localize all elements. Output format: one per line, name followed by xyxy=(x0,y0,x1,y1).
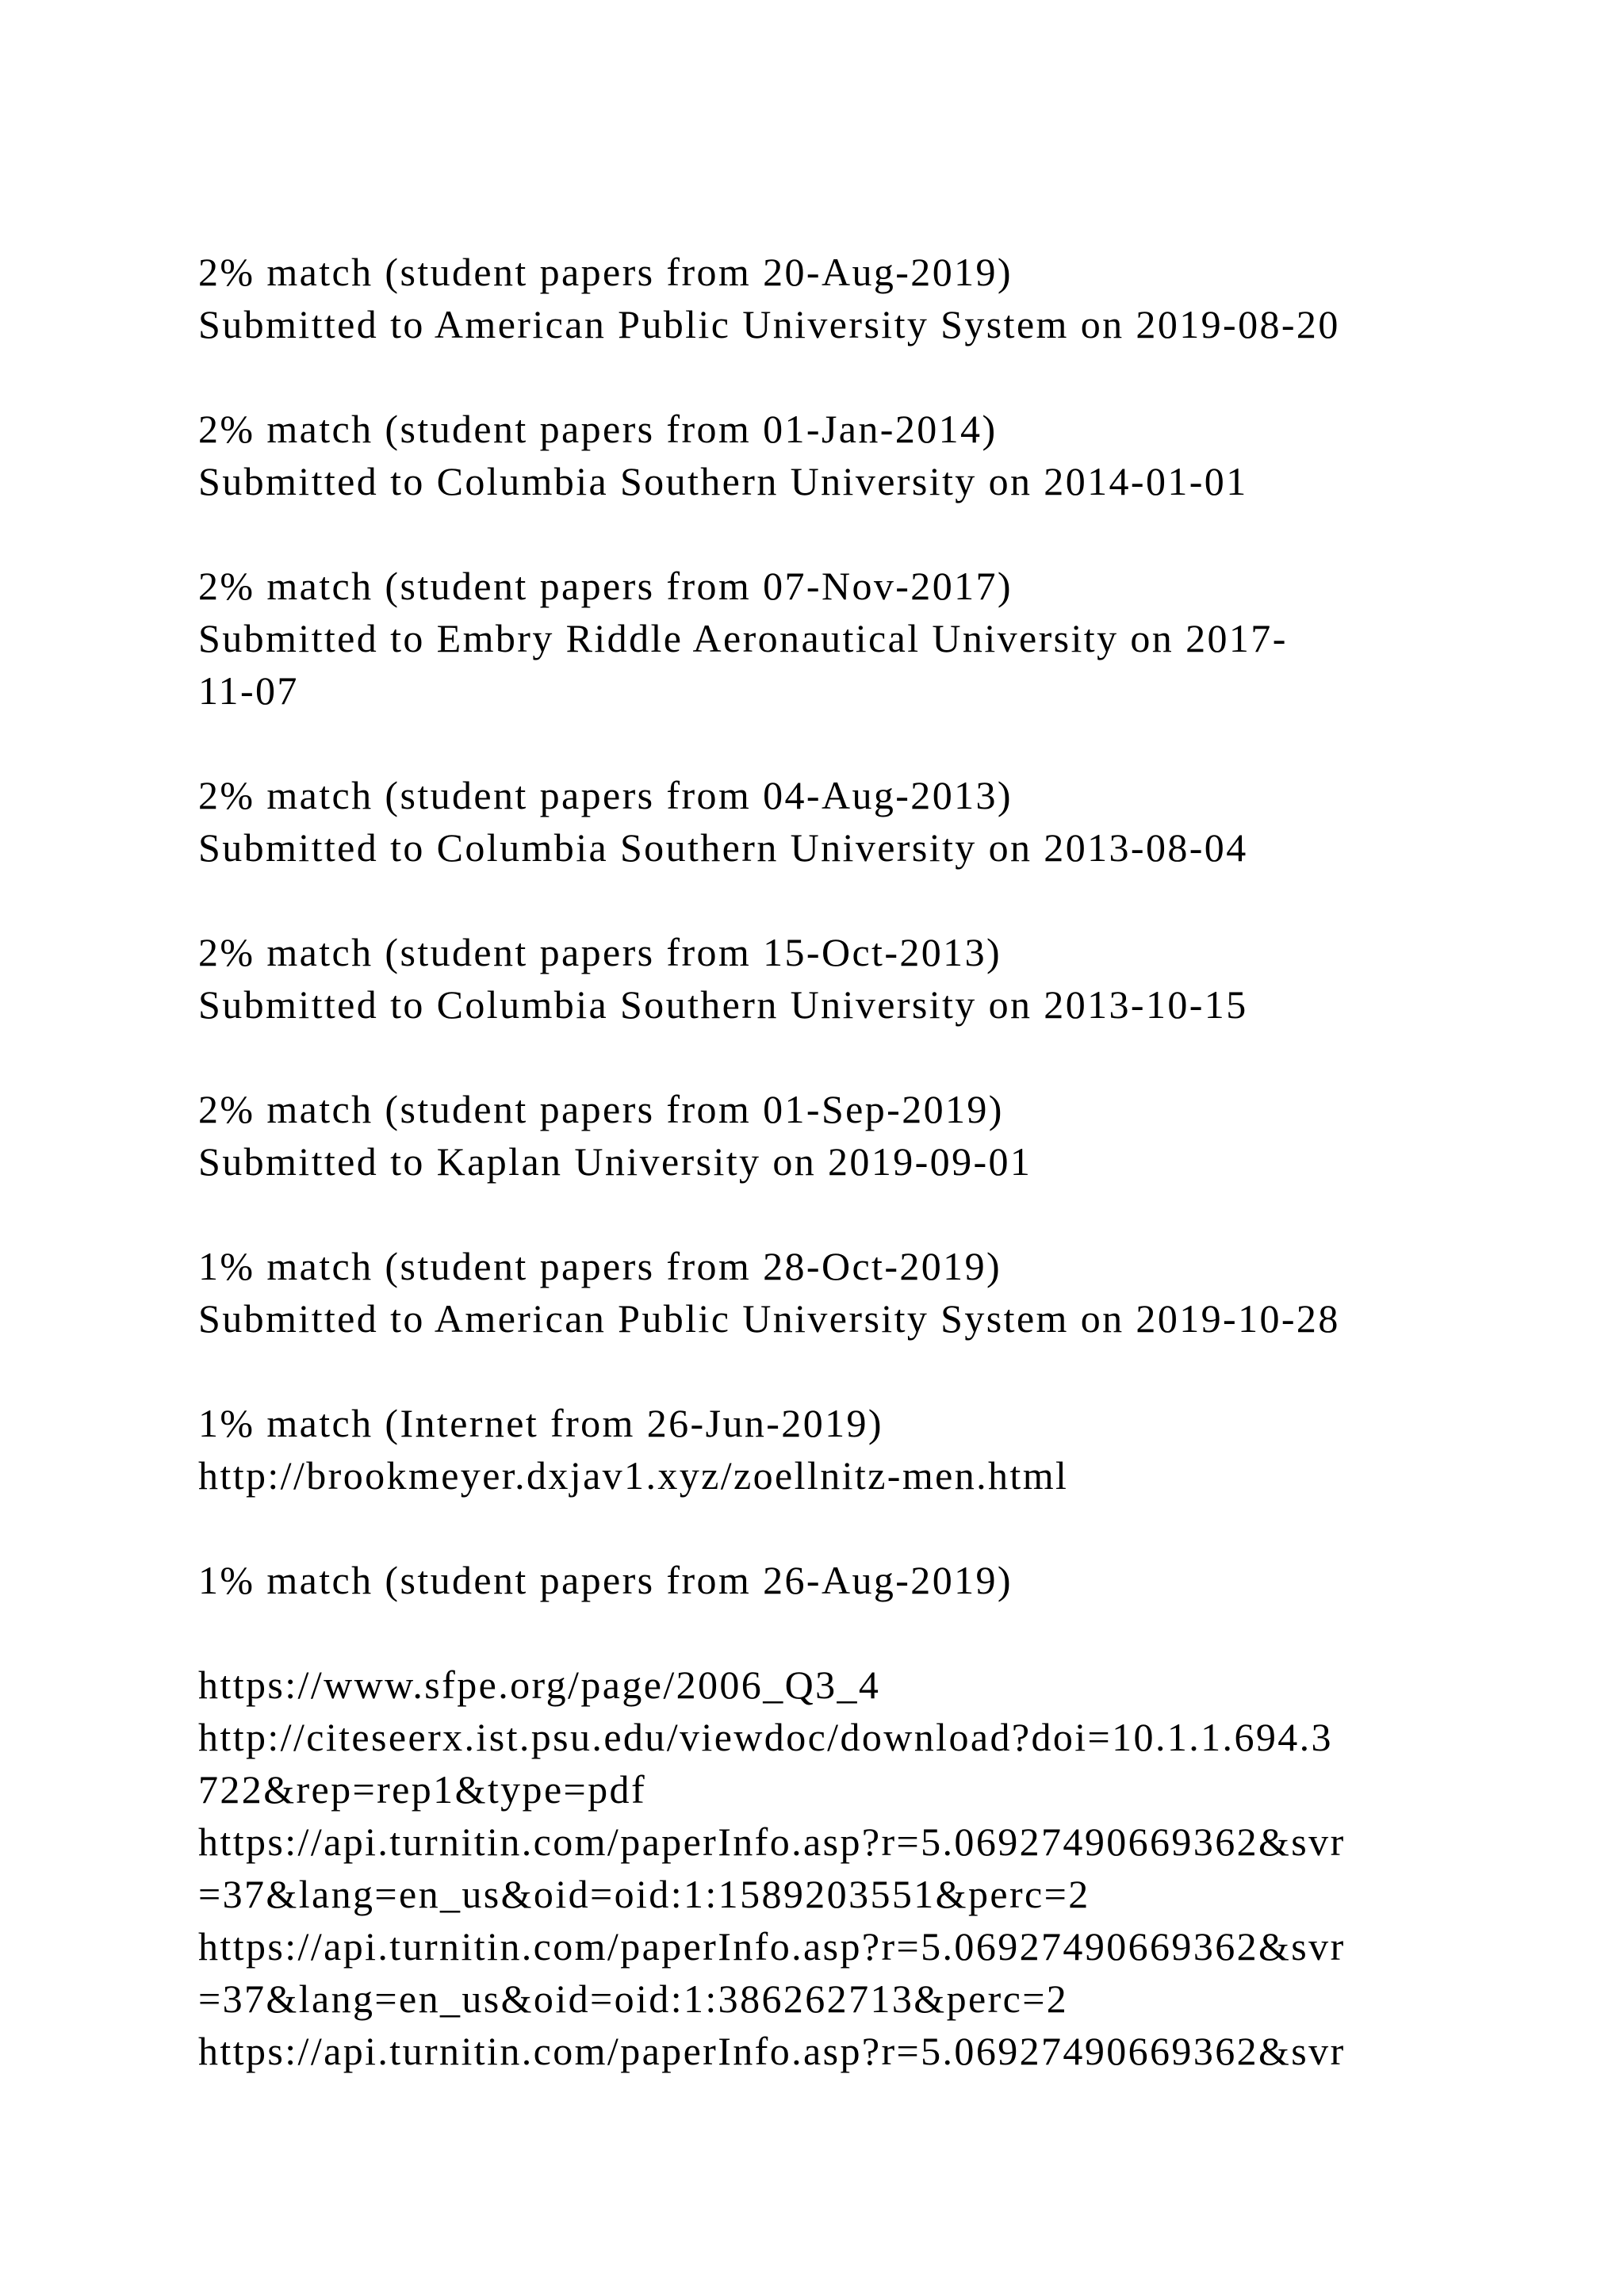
source-url-list xyxy=(198,1659,1594,2077)
match-summary: 2% match (student papers from 04-Aug-2013) xyxy=(198,773,1013,817)
match-entry xyxy=(198,1083,1594,1188)
match-source: Submitted to American Public University System on 2019-10-28 xyxy=(198,1296,1340,1341)
match-summary: 2% match (student papers from 01-Sep-2019) xyxy=(198,1087,1004,1131)
match-summary: 1% match (student papers from 26-Aug-2019) xyxy=(198,1558,1013,1602)
source-url[interactable]: https://www.sfpe.org/page/2006_Q3_4 xyxy=(198,1663,881,1707)
match-summary: 1% match (Internet from 26-Jun-2019) xyxy=(198,1401,883,1445)
match-entry xyxy=(198,926,1594,1031)
match-summary: 2% match (student papers from 01-Jan-2014) xyxy=(198,407,998,451)
match-summary: 2% match (student papers from 20-Aug-2019) xyxy=(198,250,1013,294)
match-source: Submitted to Kaplan University on 2019-09-01 xyxy=(198,1139,1032,1184)
match-summary: 1% match (student papers from 28-Oct-2019) xyxy=(198,1244,1002,1288)
source-url-continued[interactable]: =37&lang=en_us&oid=oid:1:1589203551&perc=2 xyxy=(198,1872,1090,1916)
match-source-continued: 11-07 xyxy=(198,668,299,713)
match-entry xyxy=(198,403,1594,507)
match-report xyxy=(198,246,1594,2077)
source-url[interactable]: https://api.turnitin.com/paperInfo.asp?r=5.06927490669362&svr xyxy=(198,1924,1346,1969)
match-source-url[interactable]: http://brookmeyer.dxjav1.xyz/zoellnitz-men.html xyxy=(198,1453,1069,1498)
source-url[interactable]: https://api.turnitin.com/paperInfo.asp?r=5.06927490669362&svr xyxy=(198,2029,1346,2073)
source-url[interactable]: http://citeseerx.ist.psu.edu/viewdoc/download?doi=10.1.1.694.3 xyxy=(198,1715,1333,1759)
match-source: Submitted to Columbia Southern University on 2013-10-15 xyxy=(198,982,1248,1027)
match-source: Submitted to Columbia Southern University on 2013-08-04 xyxy=(198,825,1248,870)
match-entry xyxy=(198,1397,1594,1502)
source-url[interactable]: https://api.turnitin.com/paperInfo.asp?r=5.06927490669362&svr xyxy=(198,1820,1346,1864)
match-source: Submitted to American Public University System on 2019-08-20 xyxy=(198,302,1340,346)
source-url-continued[interactable]: =37&lang=en_us&oid=oid:1:386262713&perc=2 xyxy=(198,1976,1069,2021)
match-entry xyxy=(198,1240,1594,1345)
match-entry xyxy=(198,246,1594,350)
match-summary: 2% match (student papers from 15-Oct-2013) xyxy=(198,930,1002,974)
source-url-continued[interactable]: 722&rep=rep1&type=pdf xyxy=(198,1767,646,1812)
match-summary: 2% match (student papers from 07-Nov-2017) xyxy=(198,564,1013,608)
match-entry xyxy=(198,769,1594,874)
match-entry xyxy=(198,1554,1594,1606)
match-entry xyxy=(198,560,1594,717)
match-source: Submitted to Embry Riddle Aeronautical University on 2017- xyxy=(198,616,1288,660)
match-source: Submitted to Columbia Southern University on 2014-01-01 xyxy=(198,459,1248,503)
